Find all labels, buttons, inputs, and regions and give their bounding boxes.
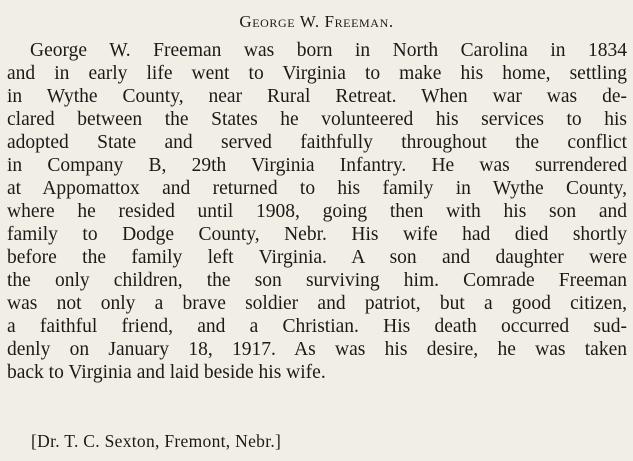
body-line: where he resided until 1908, going then with his son and: [7, 201, 627, 222]
body-line: the only children, the son surviving him. Comrade Freeman: [7, 270, 627, 291]
body-line: in Wythe County, near Rural Retreat. When war was de-: [7, 86, 627, 107]
body-line: adopted State and served faithfully throughout the conflict: [7, 132, 627, 153]
body-line: and in early life went to Virginia to make his home, settling: [7, 63, 627, 84]
body-line: denly on January 18, 1917. As was his desire, he was taken: [7, 339, 627, 360]
body-line: in Company B, 29th Virginia Infantry. He was surrendered: [7, 155, 627, 176]
article-title: George W. Freeman.: [239, 12, 394, 31]
body-line: George W. Freeman was born in North Carolina in 1834: [30, 40, 627, 61]
author-signature: [Dr. T. C. Sexton, Fremont, Nebr.]: [31, 431, 282, 451]
body-line: clared between the States he volunteered his services to his: [7, 109, 627, 130]
body-line: at Appomattox and returned to his family in Wythe County,: [7, 178, 627, 199]
body-line: family to Dodge County, Nebr. His wife had died shortly: [7, 224, 627, 245]
body-line: was not only a brave soldier and patriot, but a good citizen,: [7, 293, 627, 314]
body-line: back to Virginia and laid beside his wife.: [7, 362, 326, 383]
body-line: a faithful friend, and a Christian. His death occurred sud-: [7, 316, 627, 337]
article-body: [7, 39, 627, 384]
body-line: before the family left Virginia. A son and daughter were: [7, 247, 627, 268]
